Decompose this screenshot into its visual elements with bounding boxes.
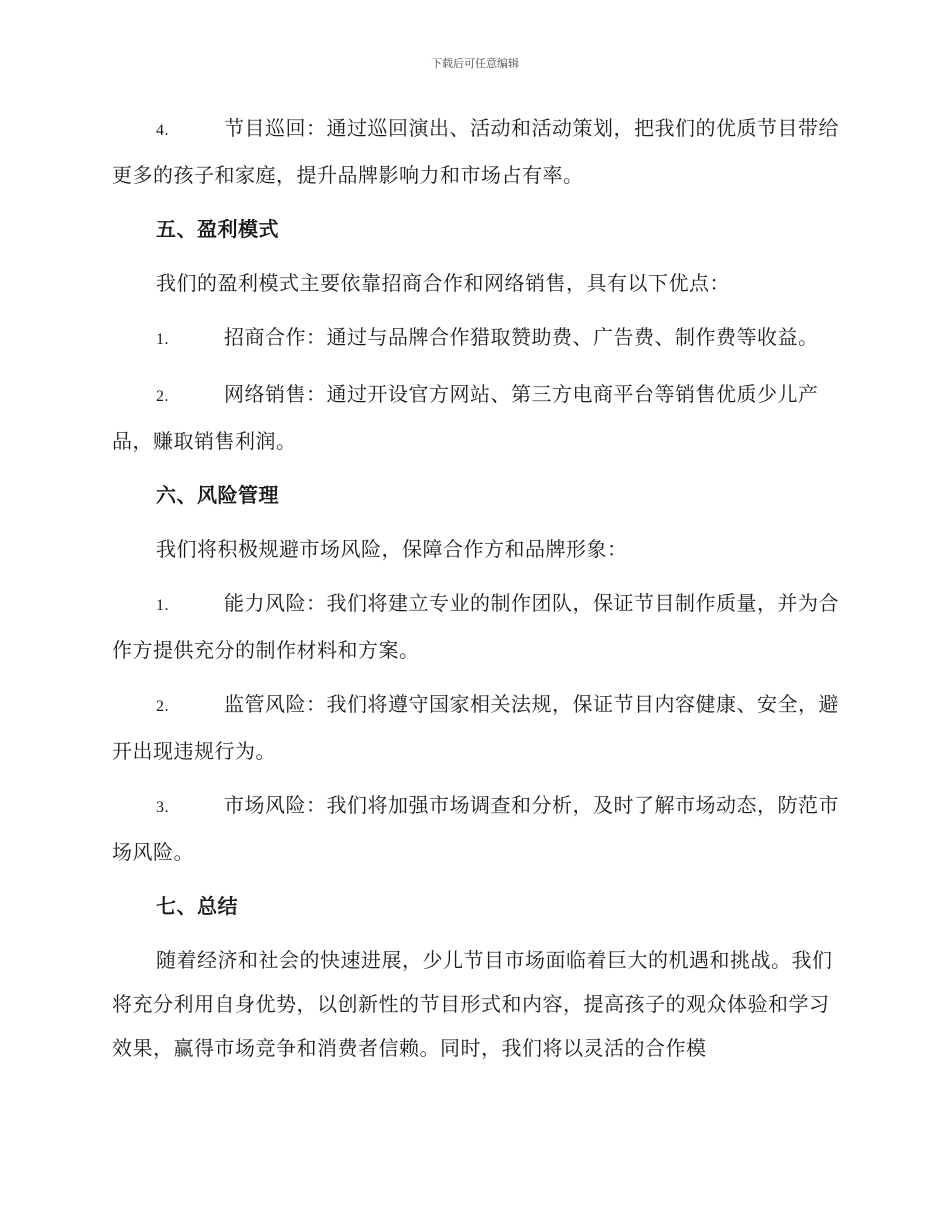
list-number: 2. (156, 388, 169, 405)
list-number: 3. (156, 799, 169, 816)
section-heading: 七、总结 (156, 894, 238, 918)
section-intro: 我们将积极规避市场风险，保障合作方和品牌形象： (156, 537, 628, 561)
list-text: 招商合作：通过与品牌合作猎取赞助费、广告费、制作费等收益。 (224, 325, 819, 349)
list-number: 1. (156, 597, 169, 614)
list-text: 市场风险：我们将加强市场调查和分析，及时了解市场动态，防范市场风险。 (112, 793, 839, 864)
list-item (112, 315, 842, 362)
page-header: 下载后可任意编辑 (431, 57, 519, 70)
section-heading: 五、盈利模式 (156, 217, 279, 241)
list-text: 监管风险：我们将遵守国家相关法规，保证节目内容健康、安全，避开出现违规行为。 (112, 692, 839, 763)
section-heading: 六、风险管理 (156, 483, 279, 507)
document-body (112, 106, 842, 1080)
list-item (112, 372, 842, 463)
list-text: 能力风险：我们将建立专业的制作团队，保证节目制作质量，并为合作方提供充分的制作材料和方案。 (112, 591, 839, 662)
list-item (112, 682, 842, 773)
list-item (112, 581, 842, 672)
list-number: 2. (156, 698, 169, 715)
summary-paragraph: 随着经济和社会的快速进展，少儿节目市场面临着巨大的机遇和挑战。我们将充分利用自身优势，以创新性的节目形式和内容，提高孩子的观众体验和学习效果，赢得市场竞争和消费者信赖。同时，我们将以灵活的合作模 (112, 948, 833, 1060)
list-number: 4. (156, 122, 169, 139)
list-number: 1. (156, 331, 169, 348)
list-item (112, 783, 842, 874)
section-intro: 我们的盈利模式主要依靠招商合作和网络销售，具有以下优点： (156, 271, 730, 295)
list-item (112, 106, 842, 197)
list-text: 网络销售：通过开设官方网站、第三方电商平台等销售优质少儿产品，赚取销售利润。 (112, 382, 819, 453)
list-text: 节目巡回：通过巡回演出、活动和活动策划，把我们的优质节目带给更多的孩子和家庭，提升品牌影响力和市场占有率。 (112, 116, 839, 187)
